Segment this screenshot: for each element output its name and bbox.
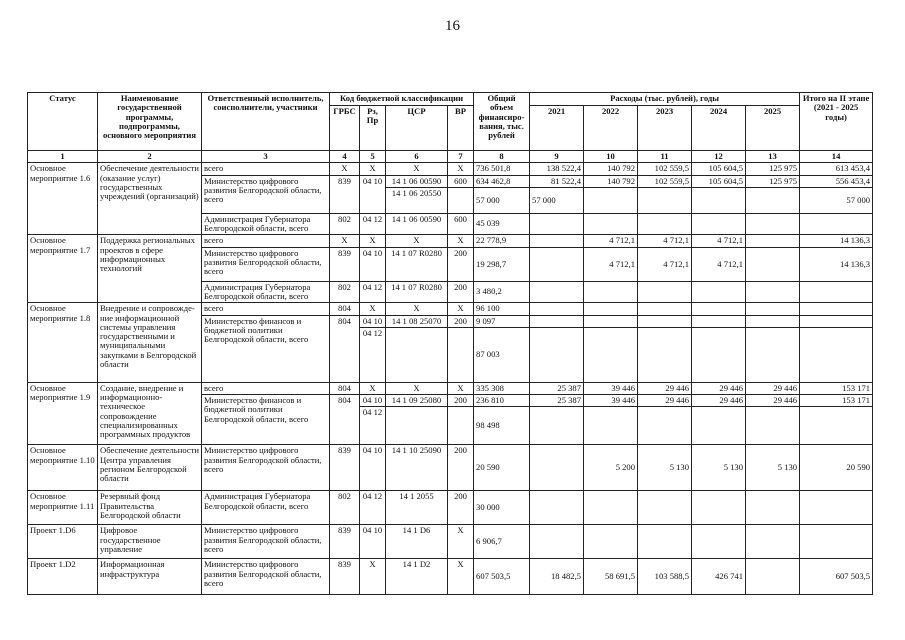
column-number: 10: [584, 151, 638, 163]
grbs-cell: Х: [330, 163, 360, 175]
grbs-cell: 802: [330, 491, 360, 525]
total-cell: 634 462,8: [474, 175, 530, 187]
value-cell: 4 712,1: [584, 235, 638, 247]
value-cell: 125 975: [746, 163, 800, 175]
value-cell: [746, 235, 800, 247]
value-cell: 14 136,3: [800, 247, 873, 281]
value-cell: [530, 235, 584, 247]
rzpr-cell: Х: [360, 559, 386, 595]
total-cell: 87 003: [474, 327, 530, 382]
rzpr-cell: 04 10: [360, 395, 386, 407]
csr-cell: [386, 407, 448, 445]
total-cell: 96 100: [474, 303, 530, 315]
rzpr-cell: 04 10: [360, 445, 386, 491]
budget-table: [27, 92, 873, 595]
vr-cell: [448, 327, 474, 382]
rzpr-cell: 04 10: [360, 525, 386, 559]
status-cell: Основное мероприятие 1.11: [28, 491, 98, 525]
total-cell: 236 810: [474, 395, 530, 407]
grbs-cell: 839: [330, 525, 360, 559]
value-cell: 5 200: [584, 445, 638, 491]
header-name: Наименование государственной программы, подпрограммы, основного мероприятия: [98, 93, 202, 151]
grbs-cell: 804: [330, 382, 360, 394]
vr-cell: Х: [448, 382, 474, 394]
csr-cell: 14 1 09 25080: [386, 395, 448, 407]
value-cell: 25 387: [530, 382, 584, 394]
table-row: [28, 163, 873, 175]
value-cell: 25 387: [530, 395, 584, 407]
vr-cell: [448, 187, 474, 213]
value-cell: 140 792: [584, 163, 638, 175]
value-cell: 125 975: [746, 175, 800, 187]
header-total-volume: Общий объем финансиро-вания, тыс. рублей: [474, 93, 530, 151]
grbs-cell: 804: [330, 315, 360, 382]
value-cell: 5 130: [638, 445, 692, 491]
vr-cell: 200: [448, 395, 474, 407]
value-cell: 105 604,5: [692, 175, 746, 187]
csr-cell: Х: [386, 163, 448, 175]
executor-cell: Министерство цифрового развития Белгородской области, всего: [202, 559, 330, 595]
executor-cell: Министерство цифрового развития Белгородской области, всего: [202, 525, 330, 559]
csr-cell: Х: [386, 382, 448, 394]
value-cell: [530, 445, 584, 491]
name-cell: Создание, внедрение и информационно-техническое сопровождение специализированных программных продуктов: [98, 382, 202, 445]
value-cell: 153 171: [800, 395, 873, 407]
value-cell: [638, 187, 692, 213]
status-cell: Проект 1.D2: [28, 559, 98, 595]
header-2022: 2022: [584, 106, 638, 151]
vr-cell: 600: [448, 213, 474, 235]
vr-cell: Х: [448, 559, 474, 595]
column-number: 5: [360, 151, 386, 163]
csr-cell: [386, 327, 448, 382]
value-cell: 14 136,3: [800, 235, 873, 247]
value-cell: [746, 187, 800, 213]
value-cell: 58 691,5: [584, 559, 638, 595]
header-2023: 2023: [638, 106, 692, 151]
csr-cell: 14 1 D6: [386, 525, 448, 559]
vr-cell: 200: [448, 445, 474, 491]
rzpr-cell: 04 12: [360, 491, 386, 525]
csr-cell: 14 1 10 25090: [386, 445, 448, 491]
status-cell: Проект 1.D6: [28, 525, 98, 559]
total-cell: 335 308: [474, 382, 530, 394]
executor-cell: Министерство цифрового развития Белгородской области, всего: [202, 445, 330, 491]
rzpr-cell: 04 10: [360, 247, 386, 281]
header-rzpr: Рз, Пр: [360, 106, 386, 151]
table-row: [28, 303, 873, 315]
vr-cell: 200: [448, 315, 474, 327]
csr-cell: 14 1 08 25070: [386, 315, 448, 327]
value-cell: 140 792: [584, 175, 638, 187]
value-cell: 426 741: [692, 559, 746, 595]
vr-cell: Х: [448, 235, 474, 247]
column-number: 6: [386, 151, 448, 163]
header-status: Статус: [28, 93, 98, 151]
rzpr-cell: 04 12: [360, 407, 386, 445]
table-row: [28, 382, 873, 394]
column-number: 13: [746, 151, 800, 163]
value-cell: 5 130: [692, 445, 746, 491]
value-cell: 138 522,4: [530, 163, 584, 175]
value-cell: 102 559,5: [638, 175, 692, 187]
vr-cell: Х: [448, 303, 474, 315]
value-cell: 29 446: [692, 395, 746, 407]
header-expenses: Расходы (тыс. рублей), годы: [530, 93, 800, 106]
executor-cell: Министерство цифрового развития Белгородской области, всего: [202, 175, 330, 213]
status-cell: Основное мероприятие 1.7: [28, 235, 98, 303]
executor-cell: Администрация Губернатора Белгородской области, всего: [202, 213, 330, 235]
rzpr-cell: 04 12: [360, 327, 386, 382]
vr-cell: 200: [448, 247, 474, 281]
total-cell: 3 480,2: [474, 281, 530, 303]
rzpr-cell: Х: [360, 163, 386, 175]
vr-cell: Х: [448, 525, 474, 559]
value-cell: 29 446: [746, 382, 800, 394]
value-cell: 102 559,5: [638, 163, 692, 175]
value-cell: [746, 247, 800, 281]
grbs-cell: 839: [330, 247, 360, 281]
grbs-cell: 839: [330, 559, 360, 595]
header-2021: 2021: [530, 106, 584, 151]
column-number: 7: [448, 151, 474, 163]
column-number: 14: [800, 151, 873, 163]
value-cell: 556 453,4: [800, 175, 873, 187]
name-cell: Обеспечение деятельности Центра управления регионом Белгородской области: [98, 445, 202, 491]
value-cell: [692, 187, 746, 213]
table-row: [28, 491, 873, 525]
value-cell: 153 171: [800, 382, 873, 394]
csr-cell: 14 1 07 R0280: [386, 247, 448, 281]
value-cell: 4 712,1: [584, 247, 638, 281]
total-cell: 20 590: [474, 445, 530, 491]
table-row: [28, 525, 873, 559]
column-number: 11: [638, 151, 692, 163]
rzpr-cell: Х: [360, 303, 386, 315]
rzpr-cell: 04 10: [360, 315, 386, 327]
executor-cell: всего: [202, 303, 330, 315]
column-number: 1: [28, 151, 98, 163]
value-cell: 4 712,1: [638, 247, 692, 281]
column-number: 4: [330, 151, 360, 163]
total-cell: 30 000: [474, 491, 530, 525]
status-cell: Основное мероприятие 1.6: [28, 163, 98, 235]
total-cell: 736 501,8: [474, 163, 530, 175]
value-cell: 39 446: [584, 395, 638, 407]
value-cell: 613 453,4: [800, 163, 873, 175]
value-cell: 81 522,4: [530, 175, 584, 187]
value-cell: 20 590: [800, 445, 873, 491]
grbs-cell: 839: [330, 445, 360, 491]
value-cell: [584, 187, 638, 213]
value-cell: 103 588,5: [638, 559, 692, 595]
executor-cell: всего: [202, 235, 330, 247]
value-cell: 4 712,1: [692, 247, 746, 281]
value-cell: 39 446: [584, 382, 638, 394]
name-cell: Внедрение и сопровожде-ние информационной системы управления государственными и муниципальными закупками в Белгородской области: [98, 303, 202, 383]
header-vr: ВР: [448, 106, 474, 151]
total-cell: 22 778,9: [474, 235, 530, 247]
grbs-cell: 802: [330, 213, 360, 235]
status-cell: Основное мероприятие 1.8: [28, 303, 98, 383]
value-cell: 4 712,1: [638, 235, 692, 247]
header-stage-total: Итого на II этапе (2021 - 2025 годы): [800, 93, 873, 151]
rzpr-cell: 04 10: [360, 175, 386, 213]
table-row: [28, 559, 873, 595]
table-row: [28, 445, 873, 491]
executor-cell: Министерство цифрового развития Белгородской области, всего: [202, 247, 330, 281]
executor-cell: всего: [202, 382, 330, 394]
csr-cell: 14 1 2055: [386, 491, 448, 525]
table-row: [28, 235, 873, 247]
header-csr: ЦСР: [386, 106, 448, 151]
csr-cell: 14 1 06 00590: [386, 213, 448, 235]
vr-cell: [448, 407, 474, 445]
rzpr-cell: Х: [360, 382, 386, 394]
value-cell: 105 604,5: [692, 163, 746, 175]
total-cell: 6 906,7: [474, 525, 530, 559]
value-cell: 57 000: [530, 187, 584, 213]
status-cell: Основное мероприятие 1.10: [28, 445, 98, 491]
total-cell: 19 298,7: [474, 247, 530, 281]
vr-cell: 200: [448, 491, 474, 525]
value-cell: 18 482,5: [530, 559, 584, 595]
column-number: 12: [692, 151, 746, 163]
value-cell: 29 446: [638, 382, 692, 394]
name-cell: Цифровое государственное управление: [98, 525, 202, 559]
executor-cell: Администрация Губернатора Белгородской области, всего: [202, 491, 330, 525]
value-cell: [530, 247, 584, 281]
total-cell: 607 503,5: [474, 559, 530, 595]
column-number: 8: [474, 151, 530, 163]
name-cell: Информационная инфраструктура: [98, 559, 202, 595]
csr-cell: Х: [386, 303, 448, 315]
grbs-cell: 802: [330, 281, 360, 303]
status-cell: Основное мероприятие 1.9: [28, 382, 98, 445]
csr-cell: 14 1 06 20550: [386, 187, 448, 213]
value-cell: 5 130: [746, 445, 800, 491]
name-cell: Обеспечение деятельности (оказание услуг) государственных учреждений (организаций): [98, 163, 202, 235]
header-2025: 2025: [746, 106, 800, 151]
value-cell: 29 446: [638, 395, 692, 407]
header-grbs: ГРБС: [330, 106, 360, 151]
csr-cell: 14 1 07 R0280: [386, 281, 448, 303]
grbs-cell: 804: [330, 303, 360, 315]
column-number: 2: [98, 151, 202, 163]
csr-cell: 14 1 06 00590: [386, 175, 448, 187]
grbs-cell: 839: [330, 175, 360, 213]
grbs-cell: 804: [330, 395, 360, 445]
executor-cell: Министерство финансов и бюджетной политики Белгородской области, всего: [202, 395, 330, 445]
header-2024: 2024: [692, 106, 746, 151]
value-cell: [746, 559, 800, 595]
value-cell: 4 712,1: [692, 235, 746, 247]
header-budget-code: Код бюджетной классификации: [330, 93, 474, 106]
vr-cell: Х: [448, 163, 474, 175]
column-number: 9: [530, 151, 584, 163]
value-cell: 29 446: [692, 382, 746, 394]
value-cell: 29 446: [746, 395, 800, 407]
name-cell: Резервный фонд Правительства Белгородской области: [98, 491, 202, 525]
value-cell: 57 000: [800, 187, 873, 213]
total-cell: 9 097: [474, 315, 530, 327]
executor-cell: Администрация Губернатора Белгородской области, всего: [202, 281, 330, 303]
name-cell: Поддержка региональных проектов в сфере информационных технологий: [98, 235, 202, 303]
grbs-cell: Х: [330, 235, 360, 247]
total-cell: 98 498: [474, 407, 530, 445]
csr-cell: 14 1 D2: [386, 559, 448, 595]
executor-cell: Министерство финансов и бюджетной политики Белгородской области, всего: [202, 315, 330, 382]
total-cell: 45 039: [474, 213, 530, 235]
header-executor: Ответственный исполнитель, соисполнители, участники: [202, 93, 330, 151]
value-cell: 607 503,5: [800, 559, 873, 595]
rzpr-cell: 04 12: [360, 281, 386, 303]
executor-cell: всего: [202, 163, 330, 175]
vr-cell: 200: [448, 281, 474, 303]
rzpr-cell: Х: [360, 235, 386, 247]
vr-cell: 600: [448, 175, 474, 187]
page-number: 16: [445, 18, 460, 34]
rzpr-cell: 04 12: [360, 213, 386, 235]
total-cell: 57 000: [474, 187, 530, 213]
csr-cell: Х: [386, 235, 448, 247]
column-number: 3: [202, 151, 330, 163]
